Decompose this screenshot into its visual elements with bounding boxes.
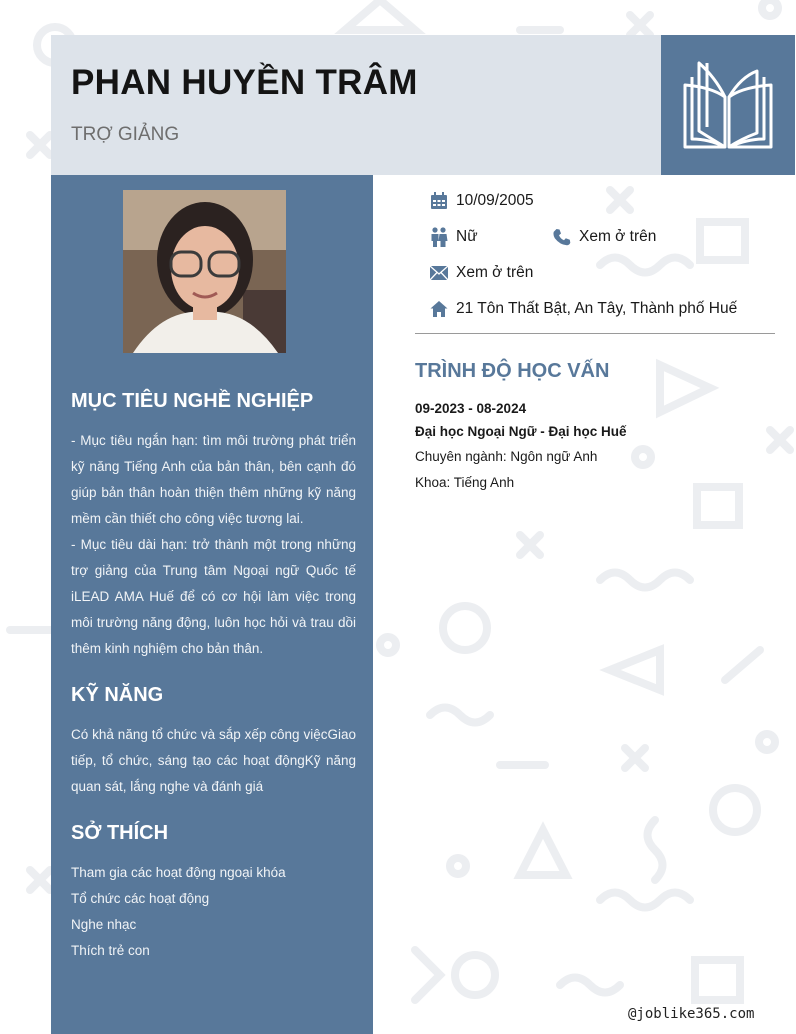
education-period: 09-2023 - 08-2024 [415,401,527,416]
phone-icon [553,228,571,246]
sidebar [51,175,373,1034]
envelope-icon [430,266,448,280]
gender-row [430,226,478,248]
profile-photo [123,190,286,353]
birthday-row [430,190,534,212]
calendar-icon [430,192,448,210]
phone-row [553,226,656,248]
birthday-value: 10/09/2005 [456,192,534,209]
job-title: TRỢ GIẢNG [71,124,180,145]
address-value: 21 Tôn Thất Bật, An Tây, Thành phố Huế [456,300,738,317]
header [51,35,661,175]
skills-title: KỸ NĂNG [71,684,164,706]
hobby-item: Tham gia các hoạt động ngoại khóa [71,865,286,880]
hobbies-title: SỞ THÍCH [71,822,169,844]
open-book-icon [681,57,775,153]
phone-value: Xem ở trên [579,228,657,245]
email-value: Xem ở trên [456,264,534,281]
education-faculty: Khoa: Tiếng Anh [415,475,515,490]
hobby-item: Thích trẻ con [71,943,150,958]
objective-long-term: - Mục tiêu dài hạn: trở thành một trong những trợ giảng của Trung tâm Ngoại ngữ Quốc tế iLEAD AMA Huế để có cơ hội làm việc trong môi trường năng động, luôn học hỏi và trau dồi thêm kinh nghiệm cho bản thân. [71,537,356,656]
footer-watermark: @joblike365.com [628,1006,755,1022]
objective-title: MỤC TIÊU NGHỀ NGHIỆP [71,390,314,412]
hobby-item: Tổ chức các hoạt động [71,891,210,906]
objective-short-term: - Mục tiêu ngắn hạn: tìm môi trường phát triển kỹ năng Tiếng Anh của bản thân, bên cạnh đó giúp bản thân hoàn thiện thêm những kỹ năng mềm cần thiết cho công việc tương lai. [71,433,356,526]
candidate-name: PHAN HUYỀN TRÂM [71,63,418,102]
education-major: Chuyên ngành: Ngôn ngữ Anh [415,449,598,464]
gender-value: Nữ [456,228,478,245]
education-title: TRÌNH ĐỘ HỌC VẤN [415,360,610,382]
education-school: Đại học Ngoại Ngữ - Đại học Huế [415,424,627,439]
home-icon [430,300,448,318]
people-icon [430,227,448,247]
logo-box [661,35,795,175]
hobby-item: Nghe nhạc [71,917,137,932]
skills-text: Có khả năng tổ chức và sắp xếp công việcGiao tiếp, tổ chức, sáng tạo các hoạt độngKỹ năng quan sát, lắng nghe và đánh giá [71,727,356,794]
divider [415,333,775,334]
email-row [430,262,533,284]
address-row [430,298,737,320]
